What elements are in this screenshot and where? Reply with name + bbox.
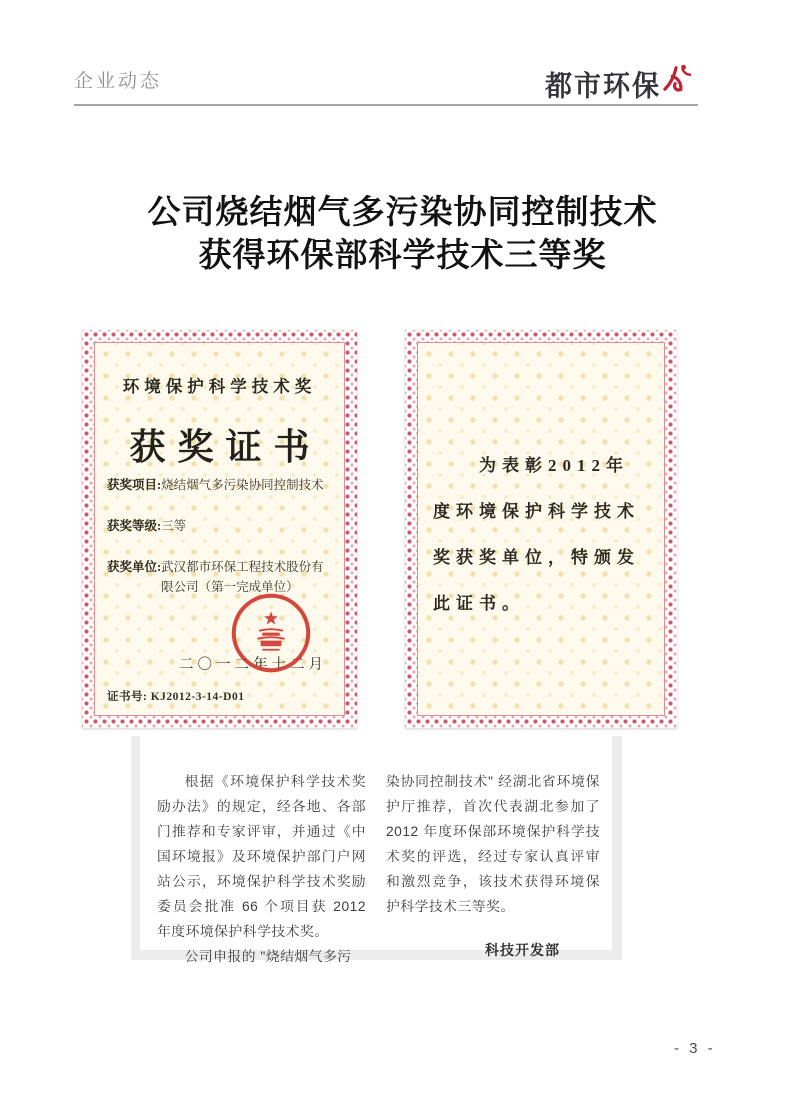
section-label: 企业动态 xyxy=(74,71,163,92)
article-panel-frame xyxy=(131,736,622,964)
citation-line-4: 此证书。 xyxy=(433,594,525,613)
national-emblem-icon xyxy=(258,611,284,649)
certificate-title: 获奖证书 xyxy=(129,427,322,467)
field-awardee xyxy=(107,557,336,597)
citation-line-3: 奖获奖单位，特颁发 xyxy=(433,548,640,567)
logo-text: 都市环保 xyxy=(545,69,661,102)
field-grade-value: 三等 xyxy=(161,519,187,533)
citation-line-1: 为表彰2012年 xyxy=(479,456,629,475)
logo-figure-icon xyxy=(663,62,691,99)
certificate-citation-inner xyxy=(417,342,665,716)
byline-department: 科技开发部 xyxy=(485,942,560,958)
citation-line-2: 度环境保护科学技术 xyxy=(433,502,640,521)
field-project-label: 获奖项目: xyxy=(107,478,162,492)
article-column-right xyxy=(386,769,600,969)
article-title-line1: 公司烧结烟气多污染协同控制技术 xyxy=(147,195,658,231)
paragraph-2-continued: 染协同控制技术" 经湖北省环境保护厅推荐，首次代表湖北参加了 2012 年度环保部环境保护科学技术奖的评选，经过专家认真评审和激烈竞争，该技术获得环境保护科学技术三等奖。 xyxy=(386,774,600,914)
certificate-number: 证书号: KJ2012-3-14-D01 xyxy=(107,691,245,703)
field-grade-label: 获奖等级: xyxy=(107,519,162,533)
article-column-left xyxy=(157,769,366,969)
award-name: 环境保护科学技术奖 xyxy=(122,377,317,396)
article-title-line2: 获得环保部科学技术三等奖 xyxy=(198,238,607,274)
field-grade xyxy=(107,516,336,536)
field-awardee-value: 武汉都市环保工程技术股份有限公司（第一完成单位） xyxy=(161,560,324,594)
citation-text xyxy=(433,443,651,627)
paragraph-2-start: 公司申报的 "烧结烟气多污 xyxy=(184,949,352,964)
header-divider xyxy=(74,104,698,106)
field-project xyxy=(107,475,336,495)
certificate-award-page xyxy=(82,330,357,728)
article-columns xyxy=(157,769,600,969)
article-panel xyxy=(140,736,612,964)
article-title xyxy=(0,192,805,278)
certificate-award-inner xyxy=(94,342,345,716)
paragraph-1: 根据《环境保护科学技术奖励办法》的规定，经各地、各部门推荐和专家评审，并通过《中国环境报》及环境保护部门户网站公示，环境保护科学技术奖励委员会批准 66 个项目获 2012 年度环境保护科学技术奖。 xyxy=(157,774,366,939)
certificate-date: 二〇一二年十二月 xyxy=(179,657,327,673)
page-number: - 3 - xyxy=(674,1040,716,1057)
certificate-citation-page xyxy=(405,330,677,728)
field-project-value: 烧结烟气多污染协同控制技术 xyxy=(161,478,324,492)
field-awardee-label: 获奖单位: xyxy=(107,560,162,574)
magazine-logo xyxy=(545,64,710,102)
ministry-seal-icon xyxy=(231,593,311,673)
